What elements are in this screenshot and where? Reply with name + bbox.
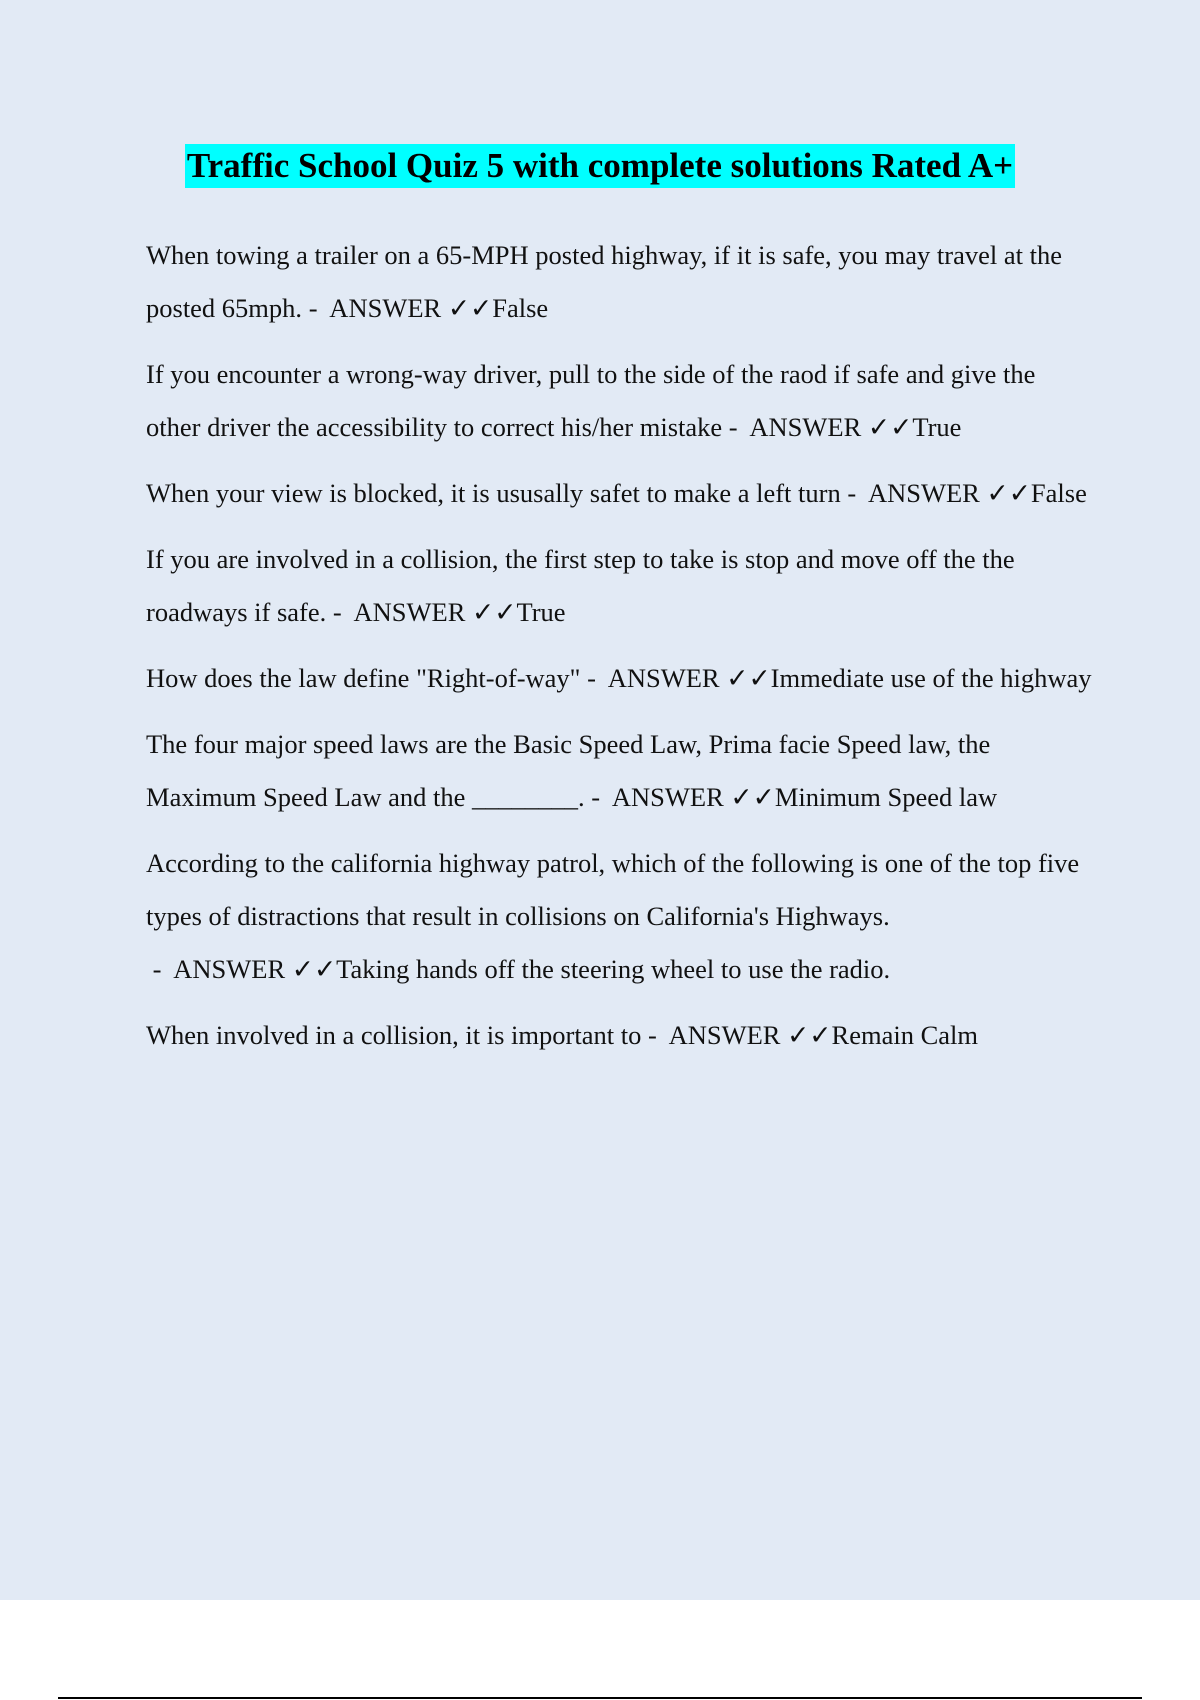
qa-list (146, 229, 1096, 1075)
answer-text: Remain Calm (831, 1020, 978, 1050)
qa-item-3 (146, 467, 1096, 520)
question-text: If you encounter a wrong-way driver, pull to the side of the raod if safe and give the other driver the accessibility to correct his/her mistake (146, 359, 1036, 442)
question-text: When your view is blocked, it is ususally safet to make a left turn (146, 478, 841, 508)
answer-text: Immediate use of the highway (770, 663, 1092, 693)
answer-marker: - ANSWER ✓✓ (840, 478, 1031, 508)
qa-item-1 (146, 229, 1096, 335)
footer-divider (58, 1697, 1142, 1699)
qa-item-5 (146, 652, 1096, 705)
qa-item-2 (146, 348, 1096, 454)
question-text: The four major speed laws are the Basic Speed Law, Prima facie Speed law, the Maximum Speed Law and the ________. (146, 729, 991, 812)
answer-marker: - ANSWER ✓✓ (302, 293, 493, 323)
answer-text: True (516, 597, 566, 627)
answer-text: False (492, 293, 549, 323)
title-container (0, 144, 1200, 188)
answer-text: Taking hands off the steering wheel to use the radio. (336, 954, 891, 984)
answer-marker: - ANSWER ✓✓ (722, 412, 913, 442)
answer-text: Minimum Speed law (774, 782, 998, 812)
qa-item-8 (146, 1009, 1096, 1062)
answer-marker: - ANSWER ✓✓ (326, 597, 517, 627)
page-footer-area (0, 1600, 1200, 1700)
question-text: When involved in a collision, it is important to (146, 1020, 642, 1050)
answer-marker: - ANSWER ✓✓ (641, 1020, 832, 1050)
answer-text: True (912, 412, 962, 442)
question-text: According to the california highway patrol, which of the following is one of the top five types of distractions that result in collisions on California's Highways. (146, 848, 1080, 931)
document-title: Traffic School Quiz 5 with complete solutions Rated A+ (185, 144, 1015, 188)
question-text: When towing a trailer on a 65-MPH posted highway, if it is safe, you may travel at the posted 65mph. (146, 240, 1062, 323)
qa-item-4 (146, 533, 1096, 639)
question-text: How does the law define "Right-of-way" (146, 663, 581, 693)
question-text: If you are involved in a collision, the first step to take is stop and move off the the roadways if safe. (146, 544, 1015, 627)
qa-item-7 (146, 837, 1096, 996)
answer-text: False (1030, 478, 1087, 508)
answer-marker: - ANSWER ✓✓ (146, 954, 337, 984)
answer-marker: - ANSWER ✓✓ (584, 782, 775, 812)
answer-marker: - ANSWER ✓✓ (580, 663, 771, 693)
qa-item-6 (146, 718, 1096, 824)
